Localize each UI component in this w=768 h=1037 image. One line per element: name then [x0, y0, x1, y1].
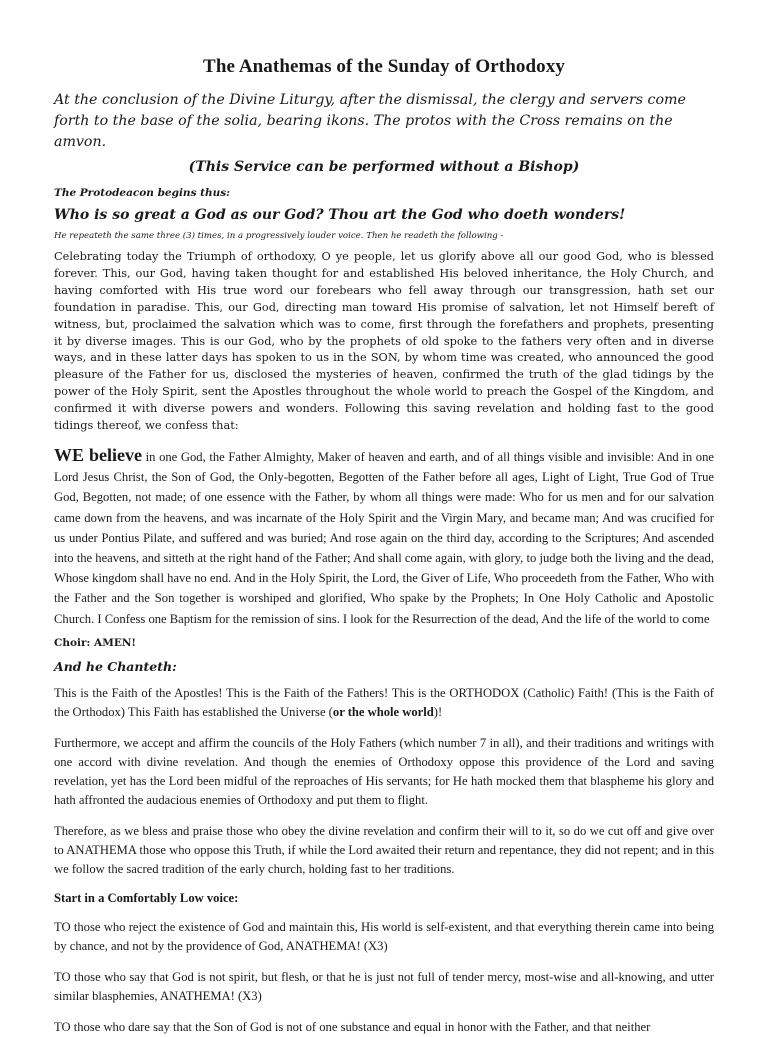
start-low-label: Start in a Comfortably Low voice: [54, 890, 239, 905]
chanteth-label: And he Chanteth: [54, 658, 177, 674]
faith-close: )! [433, 704, 443, 719]
repeat-rubric: He repeateth the same three (3) times, in a progressively louder voice. Then he readeth the following - [54, 231, 504, 241]
therefore-paragraph: Therefore, as we bless and praise those who obey the divine revelation and confirm their will to it, so do we cut off and give over to ANATHEMA those who oppose this Truth, if while the Lord awaited their return and repentance, they did not repent; and in this we follow the sacred tradition of the early church, holding fast to her traditions. [54, 823, 714, 876]
creed-lead: WE believe [54, 444, 142, 465]
creed-text: in one God, the Father Almighty, Maker of heaven and earth, and of all things visible and invisible: And in one Lord Jesus Christ, the Son of God, the Only-begotten, Begotten of the Father before all ages, Light of Light, True God of True God, Begotten, not made; of one essence with the Father, by whom all things were made: Who for us men and for our salvation came down from the heavens, and was incarnate of the Holy Spirit and the Virgin Mary, and became man; And was crucified for us under Pontius Pilate, and suffered and was buried; And rose again on the third day, according to the Scriptures; And ascended into the heavens, and sitteth at the right hand of the Father; And shall come again, with glory, to judge both the living and the dead, Whose kingdom shall have no end. And in the Holy Spirit, the Lord, the Giver of Life, Who proceedeth from the Father, Who with the Father and the Son together is worshiped and glorified, Who spake by the Prophets; In One Holy Catholic and Apostolic Church. I Confess one Baptism for the remission of sins. I look for the Resurrection of the dead, And the life of the world to come [54, 449, 714, 626]
celebrating-paragraph: Celebrating today the Triumph of orthodoxy, O ye people, let us glorify above all our good God, who is blessed forever. This, our God, having taken thought for and established His beloved inheritance, the Holy Church, and having comforted with His true word our forebears who fell away through our transgression, hath set our foundation in paradise. This, our God, directing man toward His promise of salvation, let not Himself bereft of witness, but, proclaimed the salvation which was to come, first through the forefathers and prophets, presenting it by diverse images. This is our God, who by the prophets of old spoke to the fathers very often and in diverse ways, and in these latter days has spoken to us in the SON, by whom time was created, who announced the good pleasure of the Father for us, disclosed the mysteries of heaven, confirmed the truth of the glad tidings by the power of the Holy Spirit, sent the Apostles throughout the whole world to preach the Gospel of the Kingdom, and confirmed it with diverse powers and wonders. Following this saving revelation and holding fast to the good tidings thereof, we confess that: [54, 250, 714, 433]
faith-text: This is the Faith of the Apostles! This is the Faith of the Fathers! This is the ORTHODOX (Catholic) Faith! (This is the Faith of the Orthodox) This Faith has established the Universe ( [54, 685, 714, 719]
opening-question: Who is so great a God as our God? Thou art the God who doeth wonders! [54, 207, 626, 223]
furthermore-paragraph: Furthermore, we accept and affirm the councils of the Holy Fathers (which number 7 in all), and their traditions and writings with one accord with divine revelation. And though the enemies of Orthodoxy oppose this providence of the Lord and saving revelation, yet has the Lord been midful of the reproaches of His servants; for He hath mocked them that blaspheme his glory and hath affronted the audacious enemies of Orthodoxy and put them to flight. [54, 735, 714, 807]
anathema-2: TO those who say that God is not spirit, but flesh, or that he is just not full of tender mercy, most-wise and all-knowing, and utter similar blasphemies, ANATHEMA! (X3) [54, 969, 714, 1003]
anathema-3: TO those who dare say that the Son of God is not of one substance and equal in honor with the Father, and that neither [54, 1019, 651, 1034]
protodeacon-label: The Protodeacon begins thus: [54, 187, 231, 199]
anathema-1: TO those who reject the existence of God and maintain this, His world is self-existent, and that everything therein came into being by chance, and not by the providence of God, ANATHEMA! (X3) [54, 919, 714, 953]
document-title: The Anathemas of the Sunday of Orthodoxy [203, 56, 565, 77]
creed-paragraph [54, 445, 714, 629]
faith-emphasis: or the whole world [332, 704, 434, 719]
faith-paragraph [54, 684, 714, 722]
choir-amen: Choir: AMEN! [54, 636, 137, 649]
service-note: (This Service can be performed without a Bishop) [188, 159, 580, 175]
intro-rubric: At the conclusion of the Divine Liturgy, after the dismissal, the clergy and servers come forth to the base of the solia, bearing ikons. The protos with the Cross remains on the amvon. [54, 92, 686, 150]
